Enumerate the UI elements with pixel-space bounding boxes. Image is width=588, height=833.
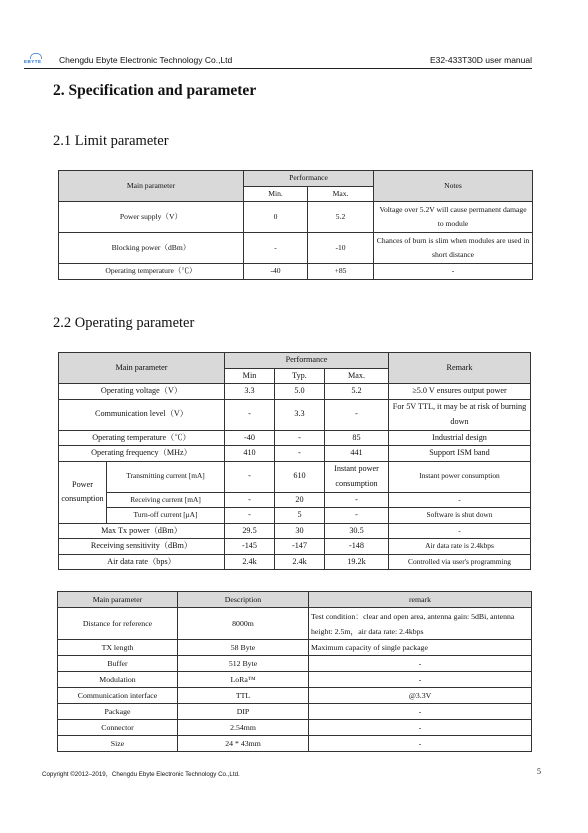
max-cell: 85 (325, 430, 389, 446)
param-cell: Receiving current [mA] (107, 492, 225, 508)
limit-parameter-title: 2.1 Limit parameter (53, 133, 169, 149)
table-row (59, 430, 531, 446)
remark-cell: Air data rate is 2.4kbps (389, 539, 531, 555)
param-cell: Operating temperature（℃） (59, 430, 225, 446)
param-cell: Turn-off current [μA] (107, 508, 225, 524)
typ-cell: 20 (275, 492, 325, 508)
col-header: Performance (244, 171, 374, 187)
table-row (59, 523, 531, 539)
note-cell: Chances of burn is slim when modules are used in short distance (374, 233, 533, 264)
remark-cell: Software is shut down (389, 508, 531, 524)
table-header-row (58, 592, 532, 608)
param-cell: Buffer (58, 656, 178, 672)
min-cell: -40 (244, 264, 308, 280)
remark-cell: For 5V TTL, it may be at risk of burning down (389, 399, 531, 430)
max-cell: - (325, 508, 389, 524)
min-cell: - (225, 399, 275, 430)
max-cell: -148 (325, 539, 389, 555)
min-cell: 29.5 (225, 523, 275, 539)
desc-cell: LoRa™ (178, 672, 309, 688)
table-row (58, 688, 532, 704)
col-header: Main parameter (58, 592, 178, 608)
max-cell: 30.5 (325, 523, 389, 539)
remark-cell: - (309, 704, 532, 720)
max-cell: 5.2 (325, 384, 389, 400)
desc-cell: 512 Byte (178, 656, 309, 672)
typ-cell: 5.0 (275, 384, 325, 400)
col-header: Typ. (275, 368, 325, 384)
table-row (59, 233, 533, 264)
remark-cell: ≥5.0 V ensures output power (389, 384, 531, 400)
param-cell: Operating frequency（MHz） (59, 446, 225, 462)
param-cell: Communication level（V） (59, 399, 225, 430)
remark-cell: - (389, 523, 531, 539)
col-header: Notes (374, 171, 533, 202)
param-cell: Operating voltage（V） (59, 384, 225, 400)
table-row (58, 672, 532, 688)
table-row (59, 446, 531, 462)
param-cell: Air data rate（bps） (59, 554, 225, 570)
table-row (59, 399, 531, 430)
col-header: Remark (389, 353, 531, 384)
table-row (59, 554, 531, 570)
logo-text: EBYTE (24, 59, 42, 64)
table-row (58, 720, 532, 736)
table-row (58, 608, 532, 640)
operating-parameter-title: 2.2 Operating parameter (53, 315, 195, 331)
remark-cell: - (309, 736, 532, 752)
power-group-cell: Power consumption (59, 461, 107, 523)
param-cell: Operating temperature（℃） (59, 264, 244, 280)
table-row (59, 492, 531, 508)
max-cell: - (325, 492, 389, 508)
desc-cell: 8000m (178, 608, 309, 640)
desc-cell: TTL (178, 688, 309, 704)
ebyte-logo (24, 55, 46, 64)
max-cell: 5.2 (308, 202, 374, 233)
typ-cell: - (275, 430, 325, 446)
typ-cell: 2.4k (275, 554, 325, 570)
manual-title: E32-433T30D user manual (429, 55, 532, 65)
operating-parameter-table (58, 352, 531, 570)
param-cell: Transmitting current [mA] (107, 461, 225, 492)
param-cell: Distance for reference (58, 608, 178, 640)
remark-cell: - (389, 492, 531, 508)
table-row (59, 264, 533, 280)
table-header-row (59, 171, 533, 187)
table-row (59, 539, 531, 555)
min-cell: - (225, 492, 275, 508)
col-header: Min (225, 368, 275, 384)
remark-cell: Controlled via user's programming (389, 554, 531, 570)
desc-cell: DIP (178, 704, 309, 720)
remark-cell: Instant power consumption (389, 461, 531, 492)
min-cell: -40 (225, 430, 275, 446)
param-cell: Communication interface (58, 688, 178, 704)
table-row (58, 640, 532, 656)
param-cell: Power supply（V） (59, 202, 244, 233)
typ-cell: - (275, 446, 325, 462)
table-row (58, 736, 532, 752)
min-cell: 0 (244, 202, 308, 233)
max-cell: 441 (325, 446, 389, 462)
remark-cell: Support ISM band (389, 446, 531, 462)
min-cell: - (225, 508, 275, 524)
col-header: Main parameter (59, 353, 225, 384)
remark-cell: Maximum capacity of single package (309, 640, 532, 656)
company-name: Chengdu Ebyte Electronic Technology Co.,Ltd (59, 55, 233, 65)
page-header (24, 52, 532, 69)
typ-cell: -147 (275, 539, 325, 555)
note-cell: - (374, 264, 533, 280)
max-cell: -10 (308, 233, 374, 264)
table-row (59, 508, 531, 524)
col-header: Max. (325, 368, 389, 384)
remark-cell: - (309, 672, 532, 688)
typ-cell: 30 (275, 523, 325, 539)
table-row (58, 656, 532, 672)
desc-cell: 2.54mm (178, 720, 309, 736)
remark-cell: Test condition：clear and open area, antenna gain: 5dBi, antenna height: 2.5m，air data rate: 2.4kbps (309, 608, 532, 640)
col-header: Min. (244, 186, 308, 202)
param-cell: Receiving sensitivity（dBm） (59, 539, 225, 555)
max-cell: - (325, 399, 389, 430)
max-cell: Instant power consumption (325, 461, 389, 492)
min-cell: 410 (225, 446, 275, 462)
min-cell: -145 (225, 539, 275, 555)
typ-cell: 5 (275, 508, 325, 524)
desc-cell: 58 Byte (178, 640, 309, 656)
section-title: 2. Specification and parameter (53, 82, 257, 99)
param-cell: Max Tx power（dBm） (59, 523, 225, 539)
remark-cell: @3.3V (309, 688, 532, 704)
min-cell: - (225, 461, 275, 492)
max-cell: 19.2k (325, 554, 389, 570)
table-row (58, 704, 532, 720)
param-cell: Connector (58, 720, 178, 736)
remark-cell: - (309, 720, 532, 736)
col-header: Description (178, 592, 309, 608)
param-cell: Package (58, 704, 178, 720)
col-header: Main parameter (59, 171, 244, 202)
table-row (59, 202, 533, 233)
typ-cell: 3.3 (275, 399, 325, 430)
param-cell: Modulation (58, 672, 178, 688)
footer-copyright: Copyright ©2012–2019，Chengdu Ebyte Electronic Technology Co.,Ltd. (42, 771, 240, 778)
desc-cell: 24 * 43mm (178, 736, 309, 752)
table-row (59, 384, 531, 400)
description-table (57, 591, 532, 752)
typ-cell: 610 (275, 461, 325, 492)
col-header: Max. (308, 186, 374, 202)
table-header-row (59, 353, 531, 369)
min-cell: 3.3 (225, 384, 275, 400)
param-cell: TX length (58, 640, 178, 656)
page-number: 5 (537, 767, 541, 776)
min-cell: 2.4k (225, 554, 275, 570)
note-cell: Voltage over 5.2V will cause permanent damage to module (374, 202, 533, 233)
param-cell: Blocking power（dBm） (59, 233, 244, 264)
param-cell: Size (58, 736, 178, 752)
remark-cell: - (309, 656, 532, 672)
remark-cell: Industrial design (389, 430, 531, 446)
col-header: remark (309, 592, 532, 608)
col-header: Performance (225, 353, 389, 369)
limit-parameter-table (58, 170, 533, 280)
table-row (59, 461, 531, 492)
max-cell: +85 (308, 264, 374, 280)
min-cell: - (244, 233, 308, 264)
